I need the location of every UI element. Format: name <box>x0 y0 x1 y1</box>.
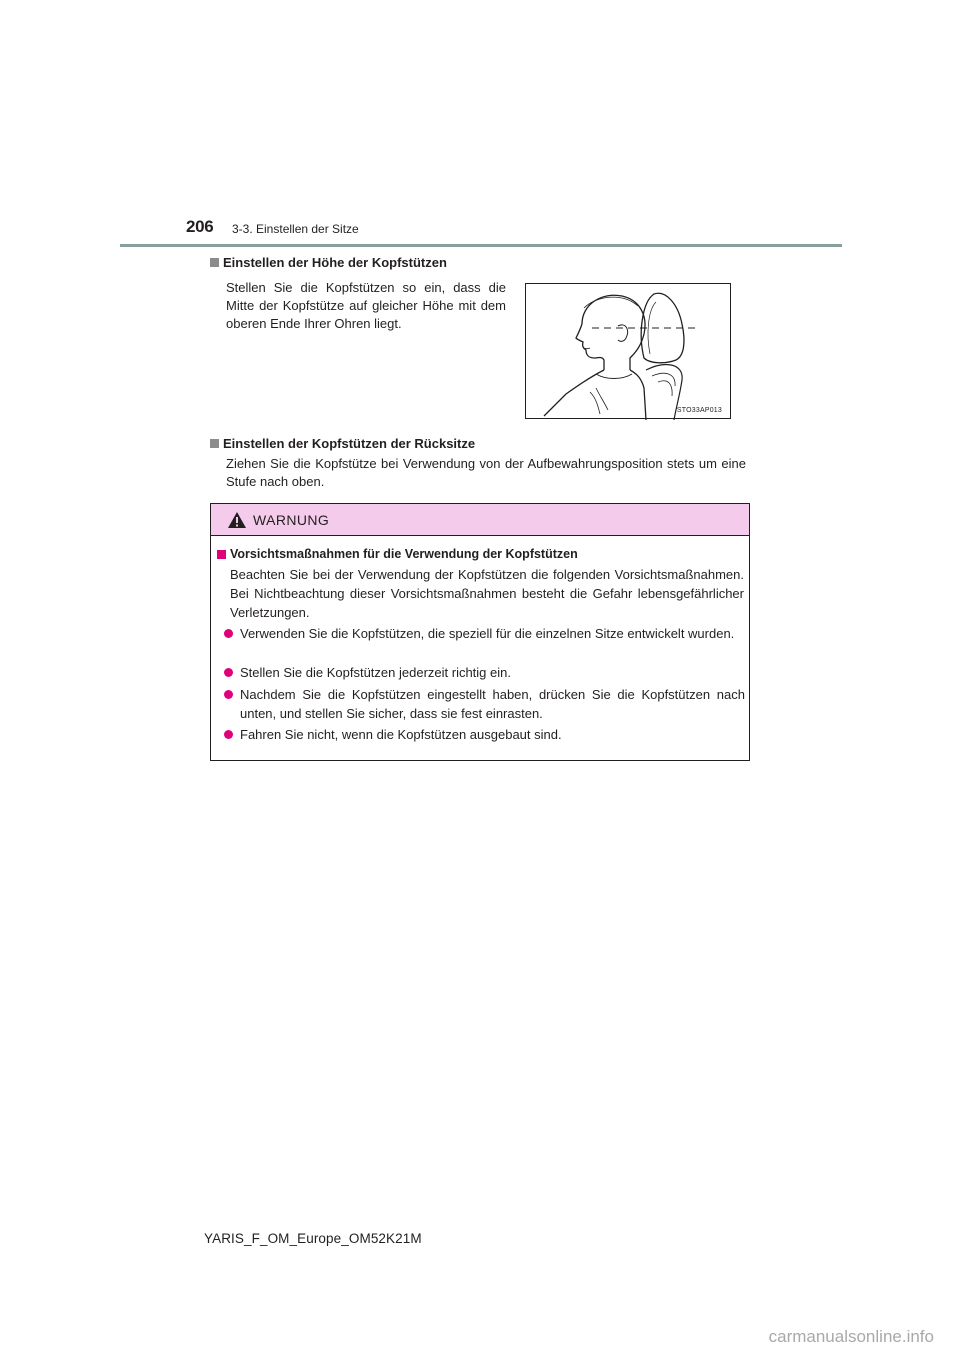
header-rule <box>120 244 842 247</box>
warning-bullet <box>224 725 745 744</box>
square-bullet-icon <box>210 439 219 448</box>
square-bullet-icon <box>210 258 219 267</box>
warning-heading <box>217 547 578 561</box>
warning-bullet-text: Verwenden Sie die Kopfstützen, die speziell für die einzelnen Sitze entwickelt wurden. <box>240 626 735 641</box>
bullet-dot-icon <box>224 629 233 638</box>
figure-code: STO33AP013 <box>676 407 722 414</box>
warning-bullet <box>224 624 745 643</box>
square-bullet-icon <box>217 550 226 559</box>
head-and-headrest-icon <box>526 284 732 420</box>
bullet-dot-icon <box>224 730 233 739</box>
warning-box <box>210 503 750 761</box>
warning-bullet-text: Nachdem Sie die Kopfstützen eingestellt haben, drücken Sie die Kopfstützen nach unten, und stellen Sie sicher, dass sie fest einrasten. <box>240 687 745 721</box>
section-heading-text: Einstellen der Kopfstützen der Rücksitze <box>223 436 476 451</box>
watermark: carmanualsonline.info <box>768 1327 934 1346</box>
warning-intro: Beachten Sie bei der Verwendung der Kopfstützen die folgenden Vorsichtsmaßnahmen. Bei Nichtbeachtung dieser Vorsichtsmaßnahmen besteht die Gefahr lebensgefährlicher Verletzungen. <box>230 567 744 620</box>
bullet-dot-icon <box>224 668 233 677</box>
section-heading-headrest-height <box>210 255 447 270</box>
warning-bullet <box>224 663 745 682</box>
warning-triangle-icon <box>227 511 247 529</box>
page-number: 206 <box>186 217 214 236</box>
warning-bullet-text: Fahren Sie nicht, wenn die Kopfstützen ausgebaut sind. <box>240 727 562 742</box>
document-code: YARIS_F_OM_Europe_OM52K21M <box>204 1231 422 1246</box>
section-heading-rear-headrests <box>210 436 475 451</box>
section-paragraph: Ziehen Sie die Kopfstütze bei Verwendung von der Aufbewahrungsposition stets um eine Stufe nach oben. <box>226 456 746 489</box>
bullet-dot-icon <box>224 690 233 699</box>
section-paragraph: Stellen Sie die Kopfstützen so ein, dass die Mitte der Kopfstütze auf gleicher Höhe mit dem oberen Ende Ihrer Ohren liegt. <box>226 280 506 331</box>
section-title: 3-3. Einstellen der Sitze <box>232 222 359 236</box>
warning-heading-text: Vorsichtsmaßnahmen für die Verwendung der Kopfstützen <box>230 547 578 561</box>
headrest-illustration <box>525 283 731 419</box>
warning-bullet-text: Stellen Sie die Kopfstützen jederzeit richtig ein. <box>240 665 511 680</box>
section-heading-text: Einstellen der Höhe der Kopfstützen <box>223 255 447 270</box>
warning-header <box>211 504 749 536</box>
warning-title: WARNUNG <box>253 511 330 528</box>
warning-bullet <box>224 685 745 723</box>
